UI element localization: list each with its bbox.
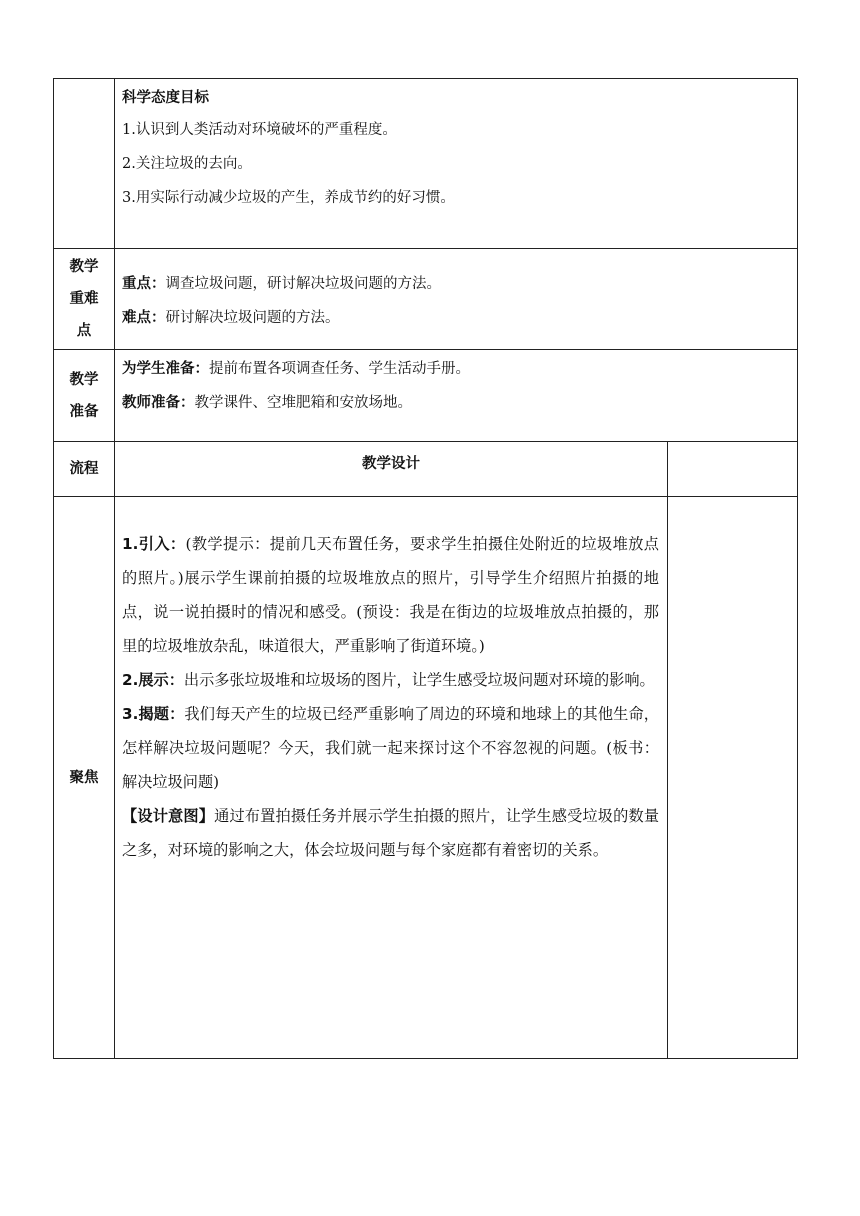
preparation-cell — [115, 350, 798, 442]
teacher-prep-label: 教师准备： — [122, 395, 195, 411]
student-prep-text: 提前布置各项调查任务、学生活动手册。 — [209, 361, 470, 377]
key-points-label-line-3: 点 — [76, 323, 92, 339]
intro-paragraph — [122, 527, 659, 663]
key-points-cell — [115, 249, 798, 350]
reveal-label: 3.揭题： — [122, 705, 185, 723]
difficulty-line — [122, 301, 789, 335]
preparation-label-line-2: 准备 — [69, 403, 99, 420]
teacher-prep-line — [122, 386, 789, 420]
reveal-text: 我们每天产生的垃圾已经严重影响了周边的环境和地球上的其他生命，怎样解决垃圾问题呢？今天，我们就一起来探讨这个不容忽视的问题。(板书：解决垃圾问题) — [122, 705, 659, 791]
show-text: 出示多张垃圾堆和垃圾场的图片，让学生感受垃圾问题对环境的影响。 — [183, 671, 655, 689]
reveal-paragraph — [122, 697, 659, 799]
attitude-cell — [115, 79, 798, 249]
attitude-label-cell — [54, 79, 115, 249]
attitude-item-3: 3.用实际行动减少垃圾的产生，养成节约的好习惯。 — [122, 190, 455, 206]
preparation-row — [54, 350, 798, 442]
intent-text: 通过布置拍摄任务并展示学生拍摄的照片，让学生感受垃圾的数量之多，对环境的影响之大，体会垃圾问题与每个家庭都有着密切的关系。 — [122, 807, 660, 859]
lesson-plan-table — [53, 78, 798, 1059]
intent-paragraph — [122, 799, 659, 867]
process-label: 流程 — [54, 442, 115, 497]
focus-section-cell — [115, 497, 668, 1059]
intent-label: 【设计意图】 — [122, 807, 215, 825]
attitude-row — [54, 79, 798, 249]
focus-line — [122, 267, 789, 301]
notes-header-cell — [668, 442, 798, 497]
focus-label: 重点： — [122, 276, 166, 292]
preparation-label — [54, 350, 115, 442]
attitude-title: 科学态度目标 — [122, 90, 209, 106]
intro-text: (教学提示：提前几天布置任务，要求学生拍摄住处附近的垃圾堆放点的照片。)展示学生课前拍摄的垃圾堆放点的照片，引导学生介绍照片拍摄的地点，说一说拍摄时的情况和感受。(预设：我是在街边的垃圾堆放点拍摄的，那里的垃圾堆放杂乱，味道很大，严重影响了街道环境。) — [122, 535, 659, 655]
attitude-item-1: 1.认识到人类活动对环境破坏的严重程度。 — [122, 122, 397, 138]
difficulty-label: 难点： — [122, 310, 166, 326]
show-label: 2.展示： — [122, 671, 184, 689]
difficulty-text: 研讨解决垃圾问题的方法。 — [165, 310, 340, 326]
student-prep-label: 为学生准备： — [122, 361, 209, 377]
notes-cell — [668, 497, 798, 1059]
design-header: 教学设计 — [115, 442, 668, 497]
preparation-label-line-1: 教学 — [69, 371, 99, 388]
key-points-label-line-1: 教学 — [69, 259, 99, 275]
intro-label: 1.引入： — [122, 535, 186, 553]
teacher-prep-text: 教学课件、空堆肥箱和安放场地。 — [194, 395, 412, 411]
process-header-row — [54, 442, 798, 497]
key-points-row — [54, 249, 798, 350]
show-paragraph — [122, 663, 659, 697]
focus-text: 调查垃圾问题，研讨解决垃圾问题的方法。 — [165, 276, 441, 292]
focus-section-label: 聚焦 — [54, 497, 115, 1059]
focus-section-body — [115, 497, 667, 867]
student-prep-line — [122, 352, 789, 386]
attitude-item-2: 2.关注垃圾的去向。 — [122, 156, 252, 172]
focus-row — [54, 497, 798, 1059]
key-points-label-line-2: 重难 — [69, 291, 99, 307]
key-points-label — [54, 249, 115, 350]
